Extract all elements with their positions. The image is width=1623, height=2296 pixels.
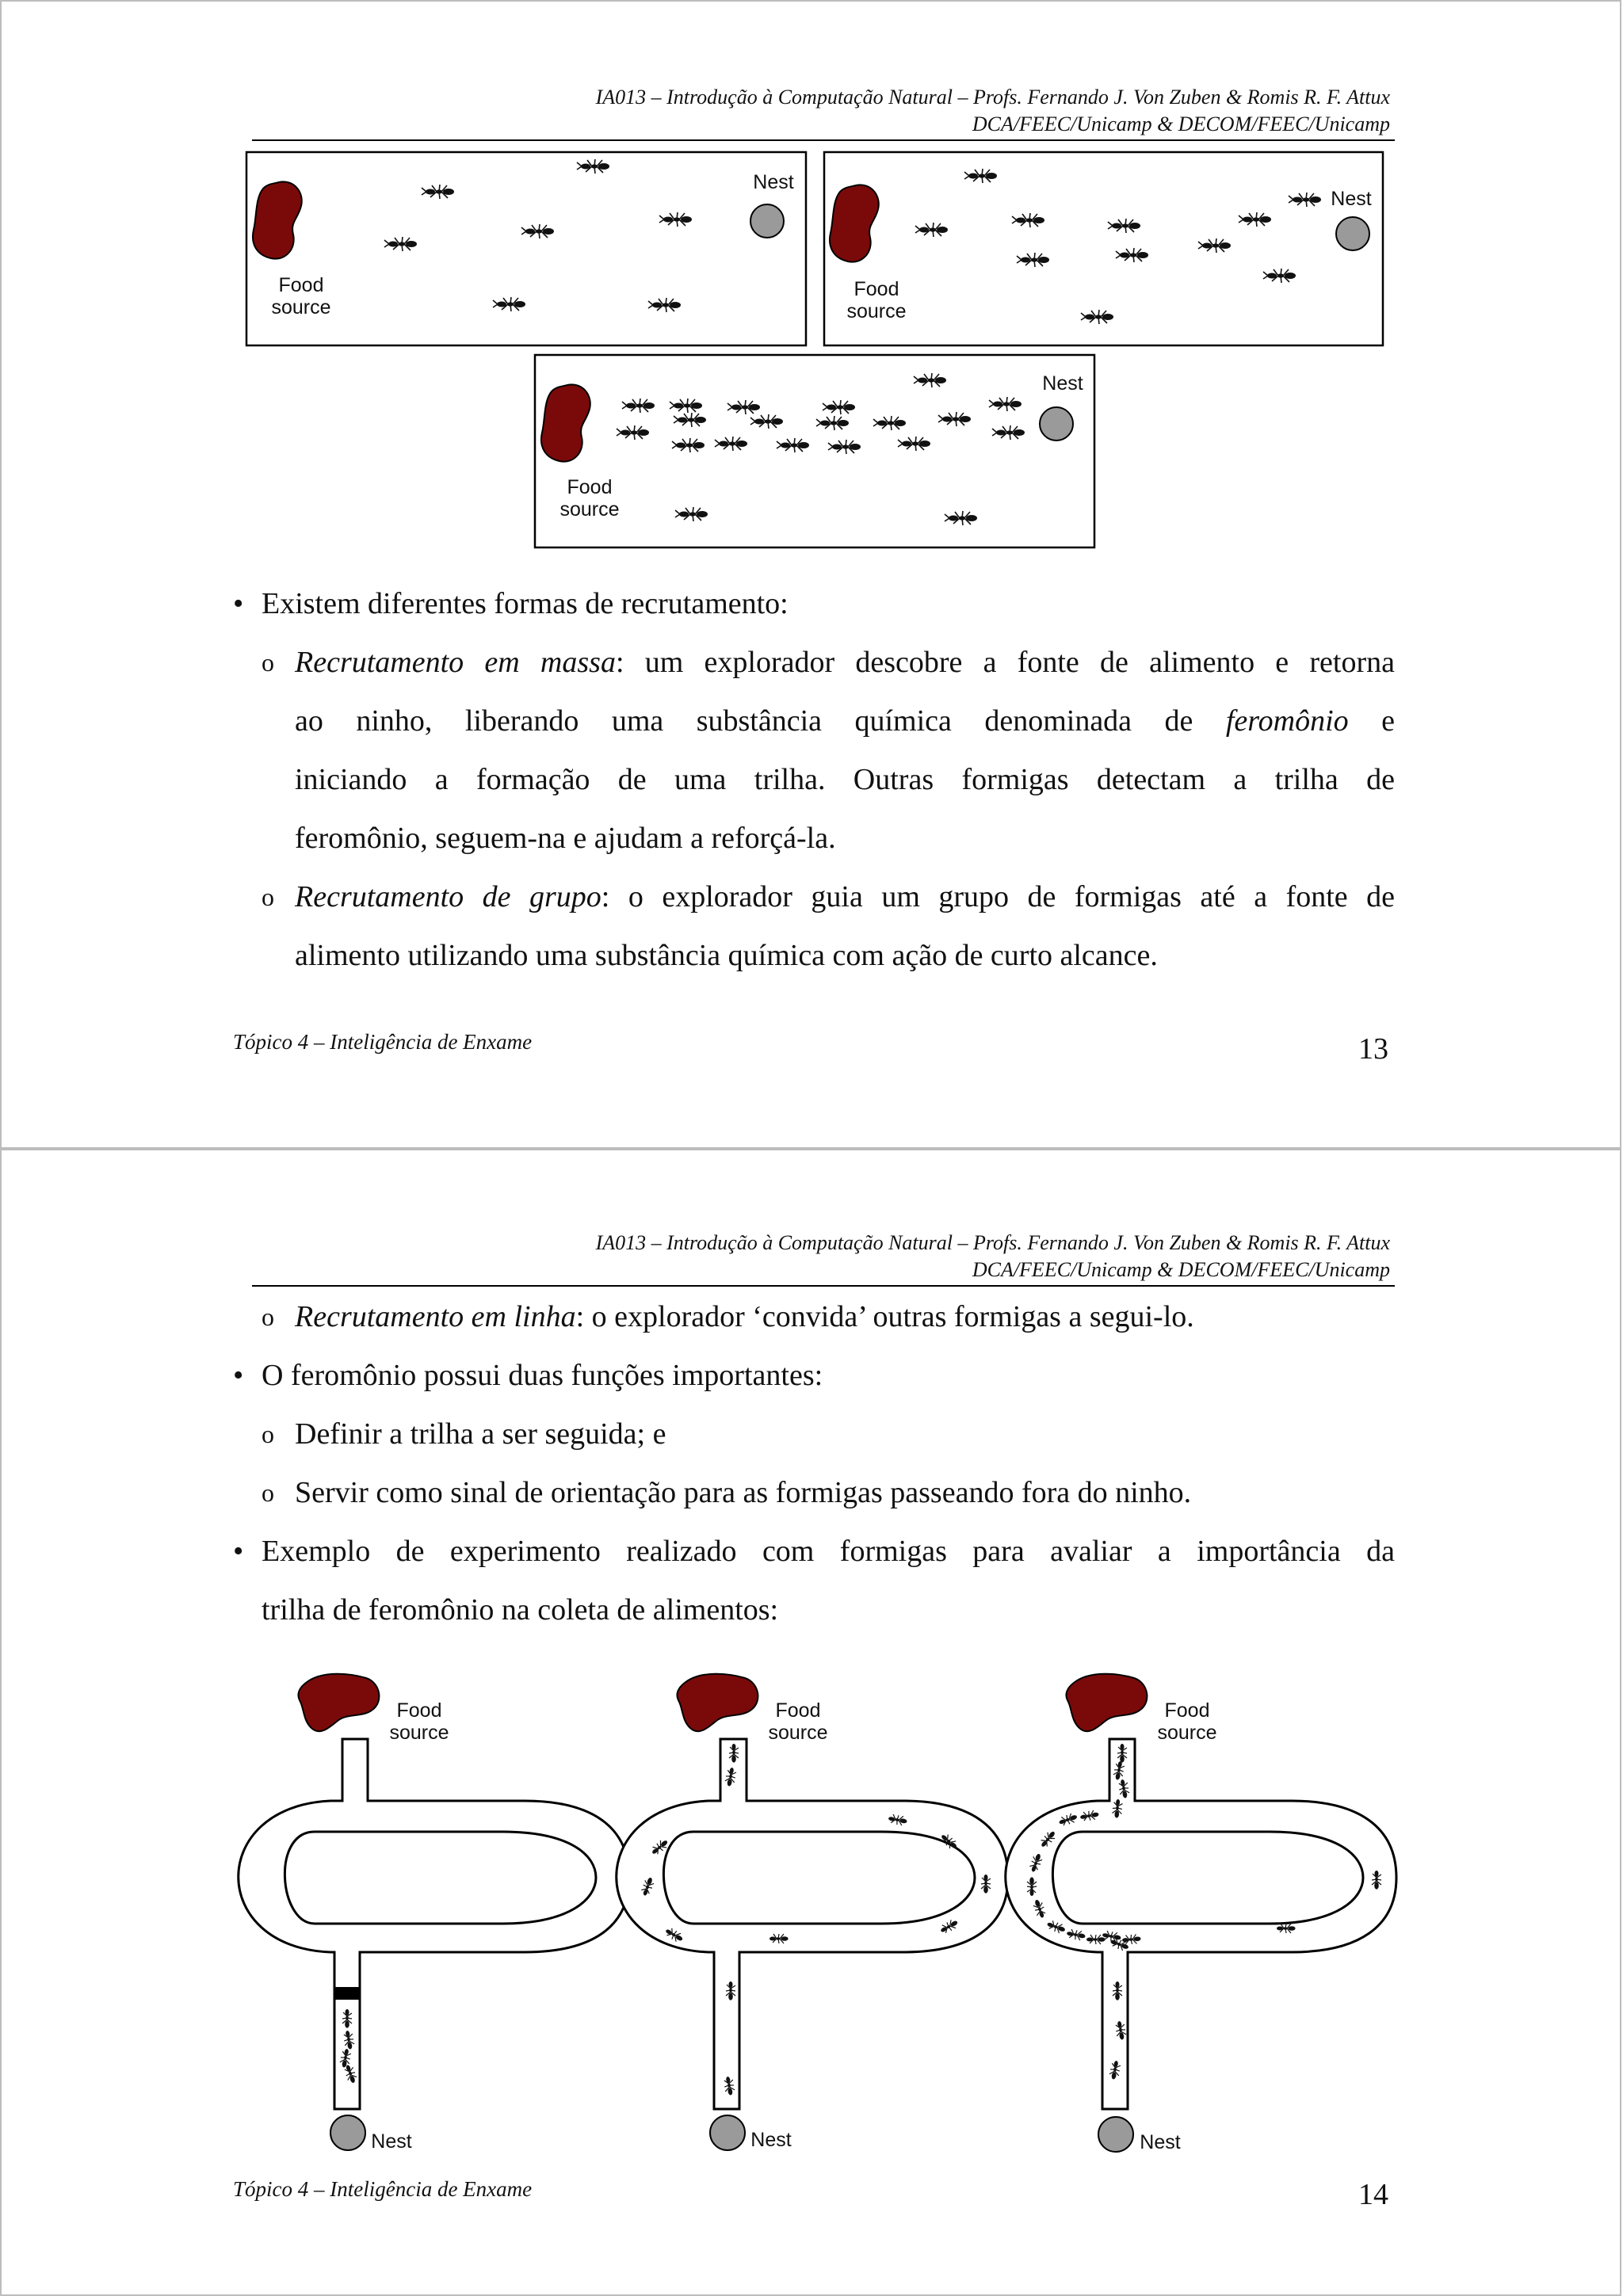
- header-rule: [252, 1285, 1395, 1287]
- food-blob: [298, 1674, 379, 1732]
- food-blob: [1066, 1674, 1147, 1732]
- food-label: Food: [854, 278, 899, 300]
- nest-label: Nest: [1331, 188, 1372, 210]
- food-label-2: source: [1157, 1722, 1217, 1744]
- term-italic: Recrutamento em massa: [295, 646, 616, 679]
- food-label-2: source: [559, 498, 620, 521]
- bullet-text: Existem diferentes formas de recrutamento:: [262, 587, 789, 620]
- food-label: Food: [775, 1699, 821, 1722]
- food-label-2: source: [271, 296, 331, 318]
- sub-text: ao ninho, liberando uma substância química denominada de: [295, 704, 1226, 738]
- sub-text: feromônio, seguem-na e ajudam a reforçá-la.: [295, 822, 836, 855]
- sub-item: [233, 1463, 1395, 1522]
- sub-item-continuation: [233, 926, 1395, 985]
- bullet-dot: •: [233, 587, 244, 620]
- slide-13: [0, 0, 1621, 1149]
- nest-circle: [710, 2115, 745, 2150]
- term-italic: Recrutamento em linha: [295, 1300, 576, 1333]
- recruitment-figure: [2, 2, 1623, 556]
- nest-label: Nest: [753, 171, 794, 193]
- sub-item: [233, 1287, 1395, 1346]
- food-label-2: source: [389, 1722, 449, 1744]
- sub-text: Servir como sinal de orientação para as formigas passeando fora do ninho.: [295, 1476, 1192, 1509]
- food-label: Food: [278, 274, 324, 296]
- nest-circle: [1336, 217, 1369, 250]
- pheromone-experiment-figure: [2, 1657, 1623, 2180]
- header-line-2: DCA/FEEC/Unicamp & DECOM/FEEC/Unicamp: [972, 1258, 1390, 1281]
- nest-circle: [1098, 2117, 1133, 2152]
- sub-text: e: [1348, 704, 1396, 738]
- nest-label: Nest: [750, 2129, 792, 2151]
- bullet-text: Exemplo de experimento realizado com formigas para avaliar a importância da: [262, 1535, 1395, 1568]
- term-italic: Recrutamento de grupo: [295, 880, 601, 913]
- nest-circle: [750, 204, 784, 238]
- sub-text: Definir a trilha a ser seguida; e: [295, 1417, 666, 1451]
- header-line-2: DCA/FEEC/Unicamp & DECOM/FEEC/Unicamp: [972, 113, 1390, 135]
- page-number: 14: [1358, 2178, 1388, 2211]
- bullet-dot: •: [233, 1535, 244, 1568]
- sub-bullet-circle: o: [262, 1478, 274, 1507]
- bullet-text: trilha de feromônio na coleta de alimentos:: [262, 1593, 779, 1627]
- food-label-2: source: [768, 1722, 828, 1744]
- term-italic: feromônio: [1225, 704, 1349, 738]
- sub-item: [233, 633, 1395, 692]
- experiment-setup-3: [1006, 1674, 1396, 2153]
- nest-circle: [1040, 407, 1073, 441]
- slide-14: [0, 1149, 1621, 2296]
- food-label: Food: [396, 1699, 442, 1722]
- food-label: Food: [567, 476, 613, 498]
- nest-label: Nest: [1140, 2131, 1181, 2153]
- bullet-item: [233, 1522, 1395, 1581]
- bullet-text: O feromônio possui duas funções importantes:: [262, 1359, 823, 1392]
- header-line-1: IA013 – Introdução à Computação Natural – Profs. Fernando J. Von Zuben & Romis R. F. Attux: [595, 1231, 1390, 1254]
- sub-text: alimento utilizando uma substância química com ação de curto alcance.: [295, 939, 1158, 972]
- barrier-block: [335, 1987, 360, 2000]
- food-label: Food: [1164, 1699, 1210, 1722]
- nest-circle: [330, 2115, 365, 2150]
- header-line-1: IA013 – Introdução à Computação Natural – Profs. Fernando J. Von Zuben & Romis R. F. Attux: [595, 86, 1390, 109]
- slide14-text: [233, 1287, 1395, 1639]
- sub-item-continuation: [233, 809, 1395, 868]
- nest-label: Nest: [371, 2130, 412, 2153]
- footer-title: Tópico 4 – Inteligência de Enxame: [233, 2177, 533, 2201]
- sub-item-continuation: [233, 692, 1395, 750]
- bullet-item-continuation: [233, 1581, 1395, 1639]
- sub-text: : o explorador ‘convida’ outras formigas a segui-lo.: [575, 1300, 1194, 1333]
- sub-bullet-circle: o: [262, 648, 274, 677]
- experiment-setup-1: [239, 1674, 629, 2153]
- page-number: 13: [1358, 1032, 1388, 1066]
- sub-item: [233, 1405, 1395, 1463]
- bullet-item: [233, 1346, 1395, 1405]
- food-blob: [677, 1674, 758, 1732]
- sub-text: : o explorador guia um grupo de formigas até a fonte de: [601, 880, 1396, 913]
- sub-text: iniciando a formação de uma trilha. Outras formigas detectam a trilha de: [295, 763, 1395, 796]
- bullet-item: [233, 574, 1395, 633]
- sub-bullet-circle: o: [262, 883, 274, 911]
- food-label-2: source: [846, 300, 907, 322]
- slide13-text: [233, 574, 1395, 985]
- bullet-dot: •: [233, 1359, 244, 1392]
- experiment-setup-2: [617, 1674, 1008, 2151]
- footer-title: Tópico 4 – Inteligência de Enxame: [233, 1030, 533, 1054]
- sub-bullet-circle: o: [262, 1302, 274, 1331]
- sub-bullet-circle: o: [262, 1420, 274, 1448]
- sub-text: : um explorador descobre a fonte de alimento e retorna: [615, 646, 1396, 679]
- sub-item: [233, 868, 1395, 926]
- nest-label: Nest: [1042, 372, 1083, 395]
- sub-item-continuation: [233, 750, 1395, 809]
- slide-header: [596, 1230, 1390, 1283]
